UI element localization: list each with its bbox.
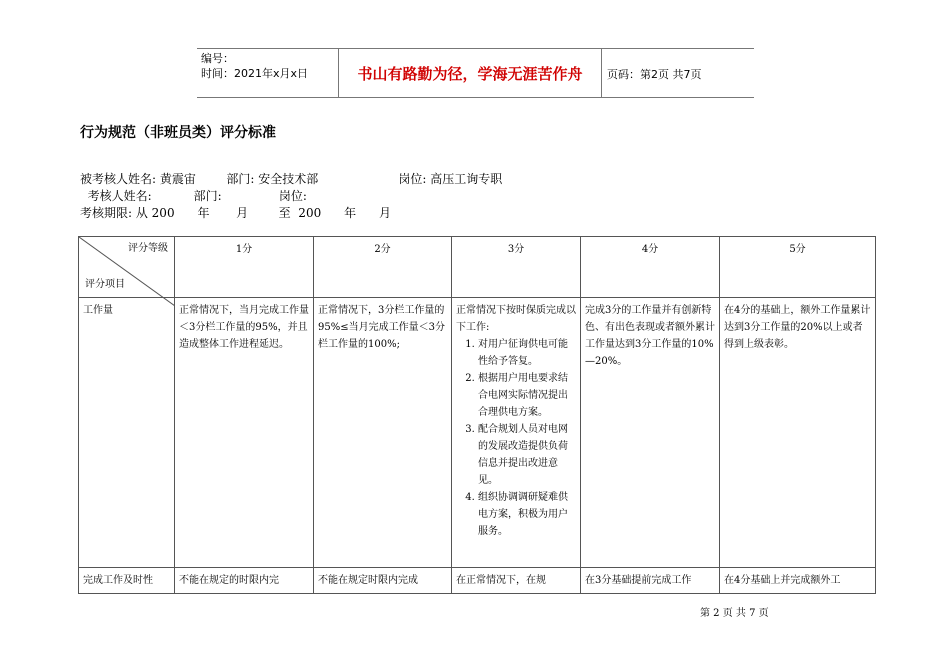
header-page-code: 页码：第2页 共7页 [607,68,702,81]
page-header [197,48,754,98]
cell-score-2: 正常情况下，3分栏工作量的95%≤当月完成工作量＜3分栏工作量的100%; [314,298,452,568]
table-row [79,298,876,568]
grade-header-3: 3分 [452,237,581,298]
corner-cell [79,237,175,298]
corner-item-label: 评分项目 [85,279,125,290]
row-item-timeliness: 完成工作及时性 [79,568,175,594]
list-item: 1. 对用户征询供电可能性给予答复。 [478,336,576,370]
info-line-evaluator: 考核人姓名: 部门: 岗位: [80,189,307,203]
doc-time: 时间：2021年x月x日 [201,67,309,80]
table-row [79,568,876,594]
table-header-row [79,237,876,298]
list-item: 3. 配合规划人员对电网的发展改造提供负荷信息并提出改进意见。 [478,421,576,489]
cell-score-5: 在4分的基础上，额外工作量累计达到3分工作量的20%以上或者得到上级表彰。 [720,298,876,568]
list-item: 2. 根据用户用电要求结合电网实际情况提出合理供电方案。 [478,370,576,421]
document-title: 行为规范（非班员类）评分标准 [80,125,276,141]
corner-grade-label: 评分等级 [128,243,168,254]
header-motto: 书山有路勤为径，学海无涯苦作舟 [338,49,602,97]
cell-score-1: 正常情况下，当月完成工作量＜3分栏工作量的95%，并且造成整体工作进程延迟。 [175,298,314,568]
cell-score-3-intro: 正常情况下按时保质完成以下工作: [456,305,576,333]
list-item: 4. 组织协调调研疑难供电方案，积极为用户服务。 [478,489,576,540]
cell-score-1: 不能在规定的时限内完 [175,568,314,594]
cell-score-4: 完成3分的工作量并有创新特色、有出色表现或者额外累计工作量达到3分工作量的10%—20%。 [581,298,720,568]
header-left [201,51,308,81]
doc-number-label: 编号： [201,52,234,65]
info-line-period: 考核期限: 从 200 年 月 至 200 年 月 [80,206,391,220]
grade-header-2: 2分 [314,237,452,298]
cell-score-3: 在正常情况下，在规 [452,568,581,594]
cell-score-3-list [456,336,576,540]
scoring-table [78,236,876,594]
grade-header-5: 5分 [720,237,876,298]
page-footer: 第 2 页 共 7 页 [700,608,769,619]
grade-header-1: 1分 [175,237,314,298]
cell-score-3 [452,298,581,568]
row-item-workload: 工作量 [79,298,175,568]
cell-score-2: 不能在规定时限内完成 [314,568,452,594]
grade-header-4: 4分 [581,237,720,298]
cell-score-5: 在4分基础上并完成额外工 [720,568,876,594]
info-line-evaluatee: 被考核人姓名: 黄震宙 部门: 安全技术部 岗位: 高压工询专职 [80,172,503,186]
cell-score-4: 在3分基础提前完成工作 [581,568,720,594]
